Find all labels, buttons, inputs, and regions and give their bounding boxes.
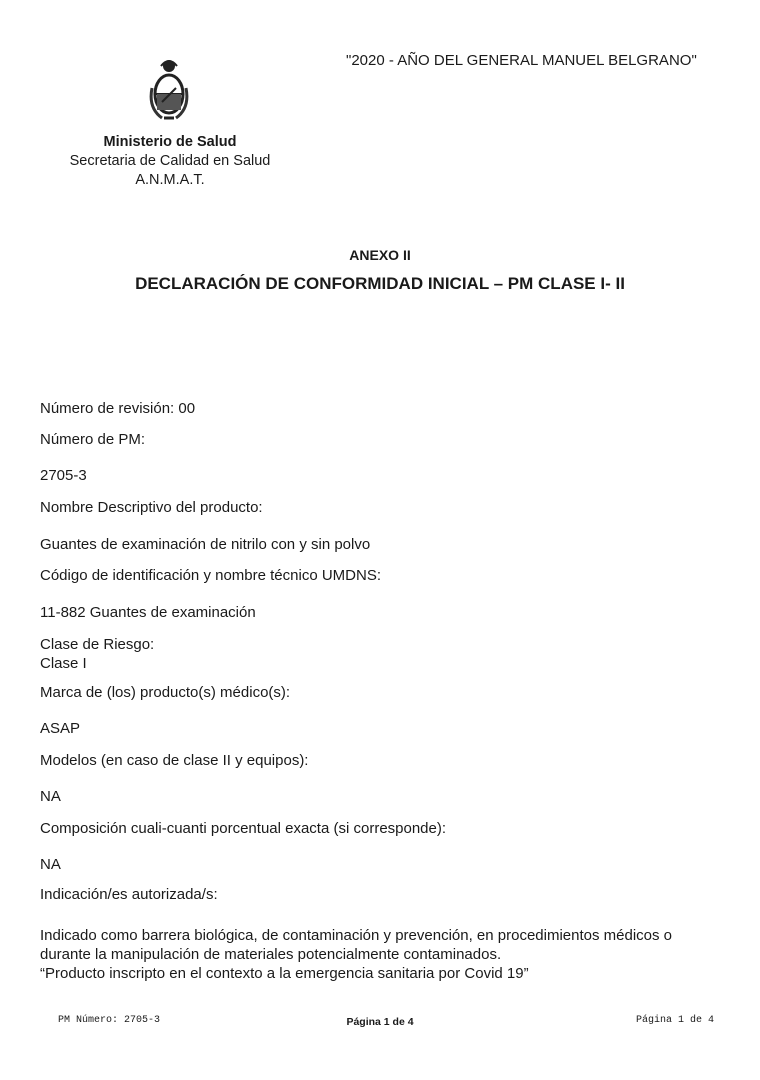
footer-page-right: Página 1 de 4: [636, 1015, 715, 1026]
umdns-value: 11-882 Guantes de examinación: [40, 604, 256, 621]
indication-text: [40, 926, 672, 983]
pm-number-label: Número de PM:: [40, 431, 146, 448]
agency-name: A.N.M.A.T.: [135, 172, 205, 188]
revision-label: Número de revisión: 00: [40, 400, 196, 417]
header-motto: "2020 - AÑO DEL GENERAL MANUEL BELGRANO": [346, 52, 697, 69]
composition-label: Composición cuali-cuanti porcentual exacta (si corresponde):: [40, 820, 447, 837]
product-name-value: Guantes de examinación de nitrilo con y sin polvo: [40, 536, 371, 553]
indication-line: “Producto inscripto en el contexto a la emergencia sanitaria por Covid 19”: [40, 965, 529, 982]
risk-class-block: [40, 635, 154, 673]
annex-label: ANEXO II: [349, 247, 411, 263]
models-label: Modelos (en caso de clase II y equipos):: [40, 752, 309, 769]
brand-value: ASAP: [40, 720, 81, 737]
ministry-block: [40, 133, 300, 190]
product-name-label: Nombre Descriptivo del producto:: [40, 499, 263, 516]
composition-value: NA: [40, 856, 61, 873]
secretariat-name: Secretaria de Calidad en Salud: [69, 153, 271, 169]
indication-line: Indicado como barrera biológica, de contaminación y prevención, en procedimientos médicos o: [40, 927, 673, 944]
brand-label: Marca de (los) producto(s) médico(s):: [40, 684, 291, 701]
document-title: DECLARACIÓN DE CONFORMIDAD INICIAL – PM CLASE I- II: [135, 274, 625, 293]
risk-class-label: Clase de Riesgo:: [40, 636, 155, 653]
indication-line: durante la manipulación de materiales potencialmente contaminados.: [40, 946, 502, 963]
umdns-label: Código de identificación y nombre técnico UMDNS:: [40, 567, 381, 584]
footer-page-center: Página 1 de 4: [346, 1016, 414, 1028]
pm-number-value: 2705-3: [40, 467, 87, 484]
national-coat-of-arms-icon: [148, 58, 190, 124]
risk-class-value: Clase I: [40, 655, 87, 672]
models-value: NA: [40, 788, 61, 805]
footer-pm-number: PM Número: 2705-3: [58, 1015, 161, 1026]
ministry-name: Ministerio de Salud: [103, 134, 237, 150]
indication-label: Indicación/es autorizada/s:: [40, 886, 218, 903]
